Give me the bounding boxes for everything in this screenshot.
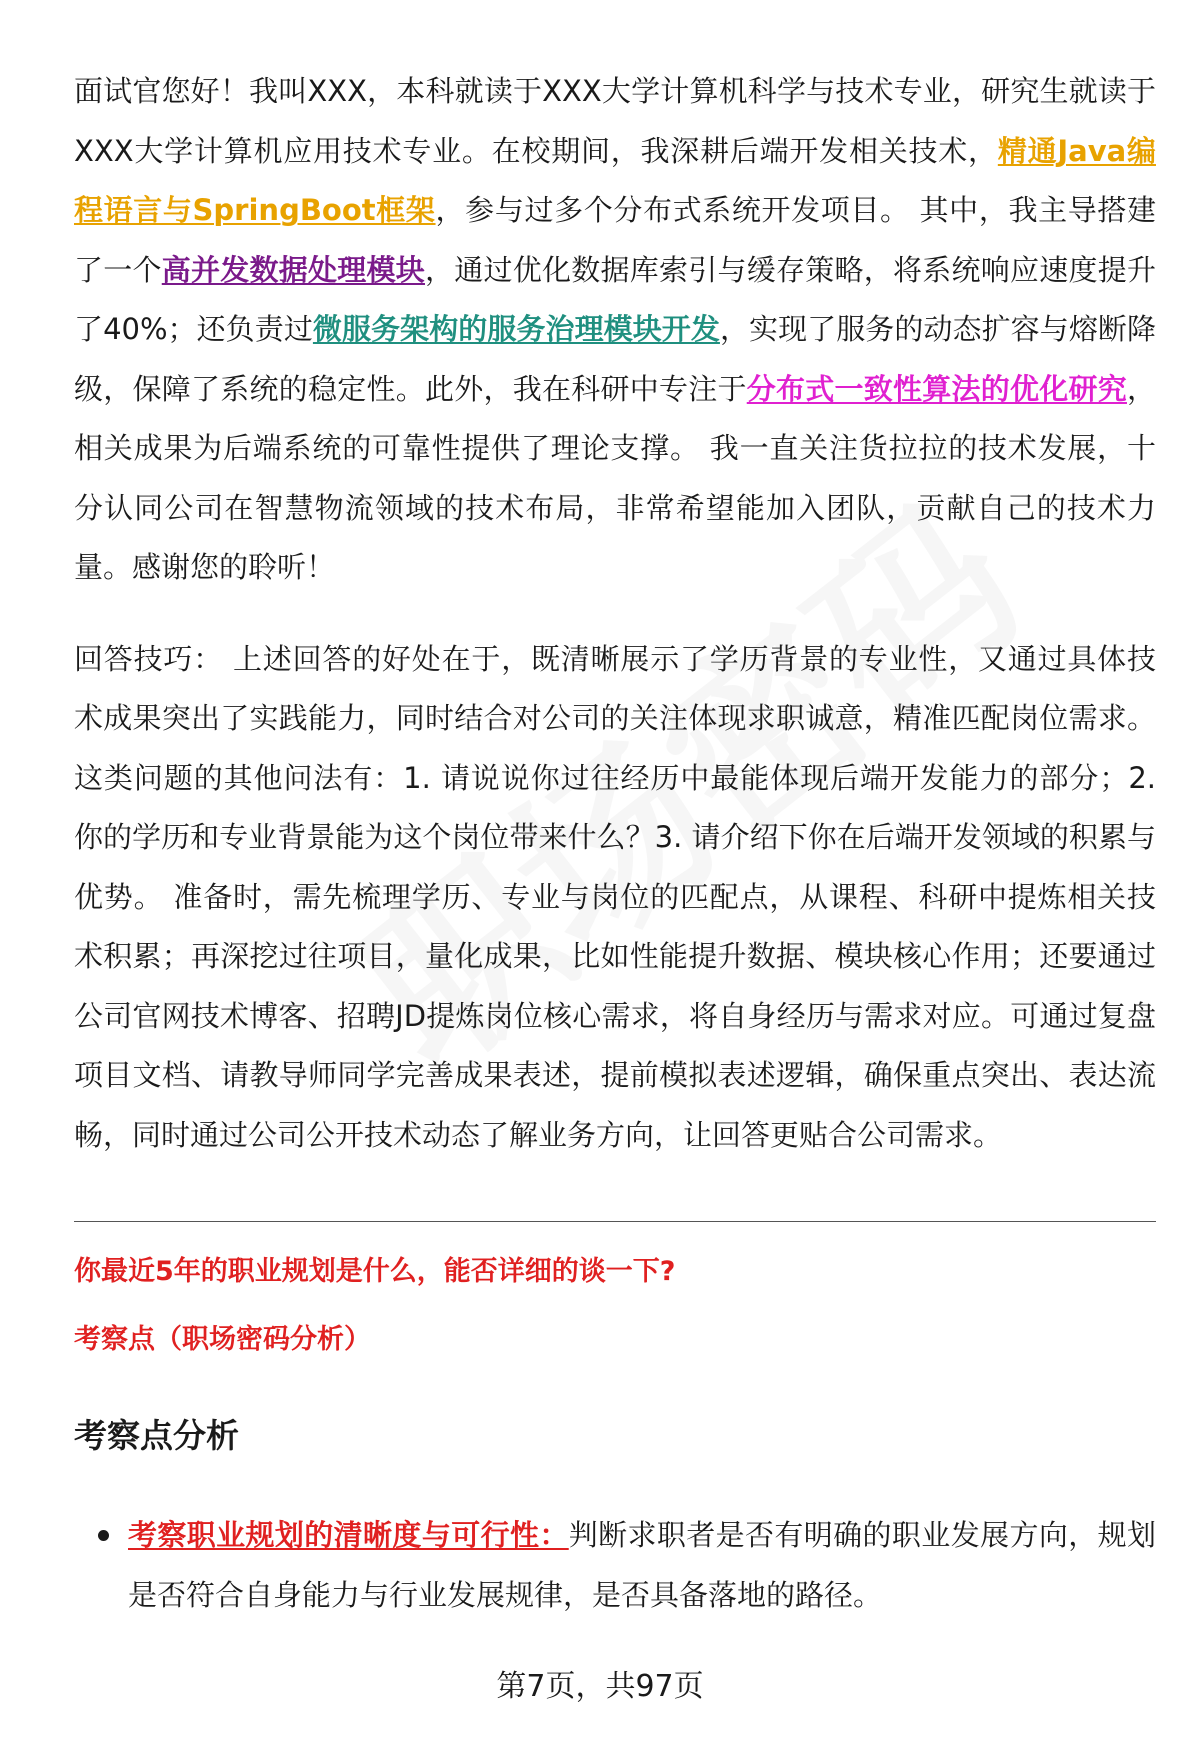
intro-text-3: ，通过优化数据库索引与缓存策略，将系统响应速度提升了40%；还负责过	[74, 252, 1156, 346]
intro-text-2: ，参与过多个分布式系统开发项目。 其中，我主导搭建了一个	[74, 193, 1156, 287]
analysis-list	[74, 1506, 1156, 1625]
highlight-microservice-governance: 微服务架构的服务治理模块开发	[312, 312, 720, 346]
bullet-dot-icon	[98, 1530, 109, 1541]
tips-paragraph: 回答技巧： 上述回答的好处在于，既清晰展示了学历背景的专业性，又通过具体技术成果突出了实践能力，同时结合对公司的关注体现求职诚意，精准匹配岗位需求。这类问题的其他问法有：1. 请说说你过往经历中最能体现后端开发能力的部分；2. 你的学历和专业背景能为这个岗位带来什么？3. 请介绍下你在后端开发领域的积累与优势。 准备时，需先梳理学历、专业与岗位的匹配点，从课程、科研中提炼相关技术积累；再深挖过往项目，量化成果，比如性能提升数据、模块核心作用；还要通过公司官网技术博客、招聘JD提炼岗位核心需求，将自身经历与需求对应。可通过复盘项目文档、请教导师同学完善成果表述，提前模拟表述逻辑，确保重点突出、表达流畅，同时通过公司公开技术动态了解业务方向，让回答更贴合公司需求。	[74, 641, 1156, 1152]
intro-text-1: 面试官您好！我叫XXX，本科就读于XXX大学计算机科学与技术专业，研究生就读于XXX大学计算机应用技术专业。在校期间，我深耕后端开发相关技术，	[74, 74, 1156, 168]
analysis-item-lead: 考察职业规划的清晰度与可行性：	[128, 1518, 569, 1552]
analysis-item-text: 判断求职者是否有明确的职业发展方向，规划是否符合自身能力与行业发展规律，是否具备落地的路径。	[128, 1518, 1156, 1612]
list-item	[74, 1506, 1156, 1625]
document-page	[74, 62, 1156, 1625]
question-subtitle: 考察点（职场密码分析）	[74, 1324, 371, 1355]
intro-text-4: ，实现了服务的动态扩容与熔断降级，保障了系统的稳定性。此外，我在科研中专注于	[74, 312, 1156, 406]
highlight-consistency-algorithm: 分布式一致性算法的优化研究	[746, 371, 1127, 406]
analysis-title: 考察点分析	[74, 1416, 239, 1455]
intro-text-5: ，相关成果为后端系统的可靠性提供了理论支撑。 我一直关注货拉拉的技术发展，十分认同公司在智慧物流领域的技术布局，非常希望能加入团队，贡献自己的技术力量。感谢您的聆听！	[74, 371, 1156, 584]
intro-paragraph	[74, 62, 1156, 598]
highlight-java-springboot: 精通Java编程语言与SpringBoot框架	[74, 133, 1156, 227]
question-title: 你最近5年的职业规划是什么，能否详细的谈一下?	[74, 1256, 676, 1287]
section-divider	[74, 1221, 1156, 1222]
highlight-high-concurrency-module: 高并发数据处理模块	[161, 252, 425, 287]
page-number: 第7页，共97页	[496, 1669, 704, 1704]
